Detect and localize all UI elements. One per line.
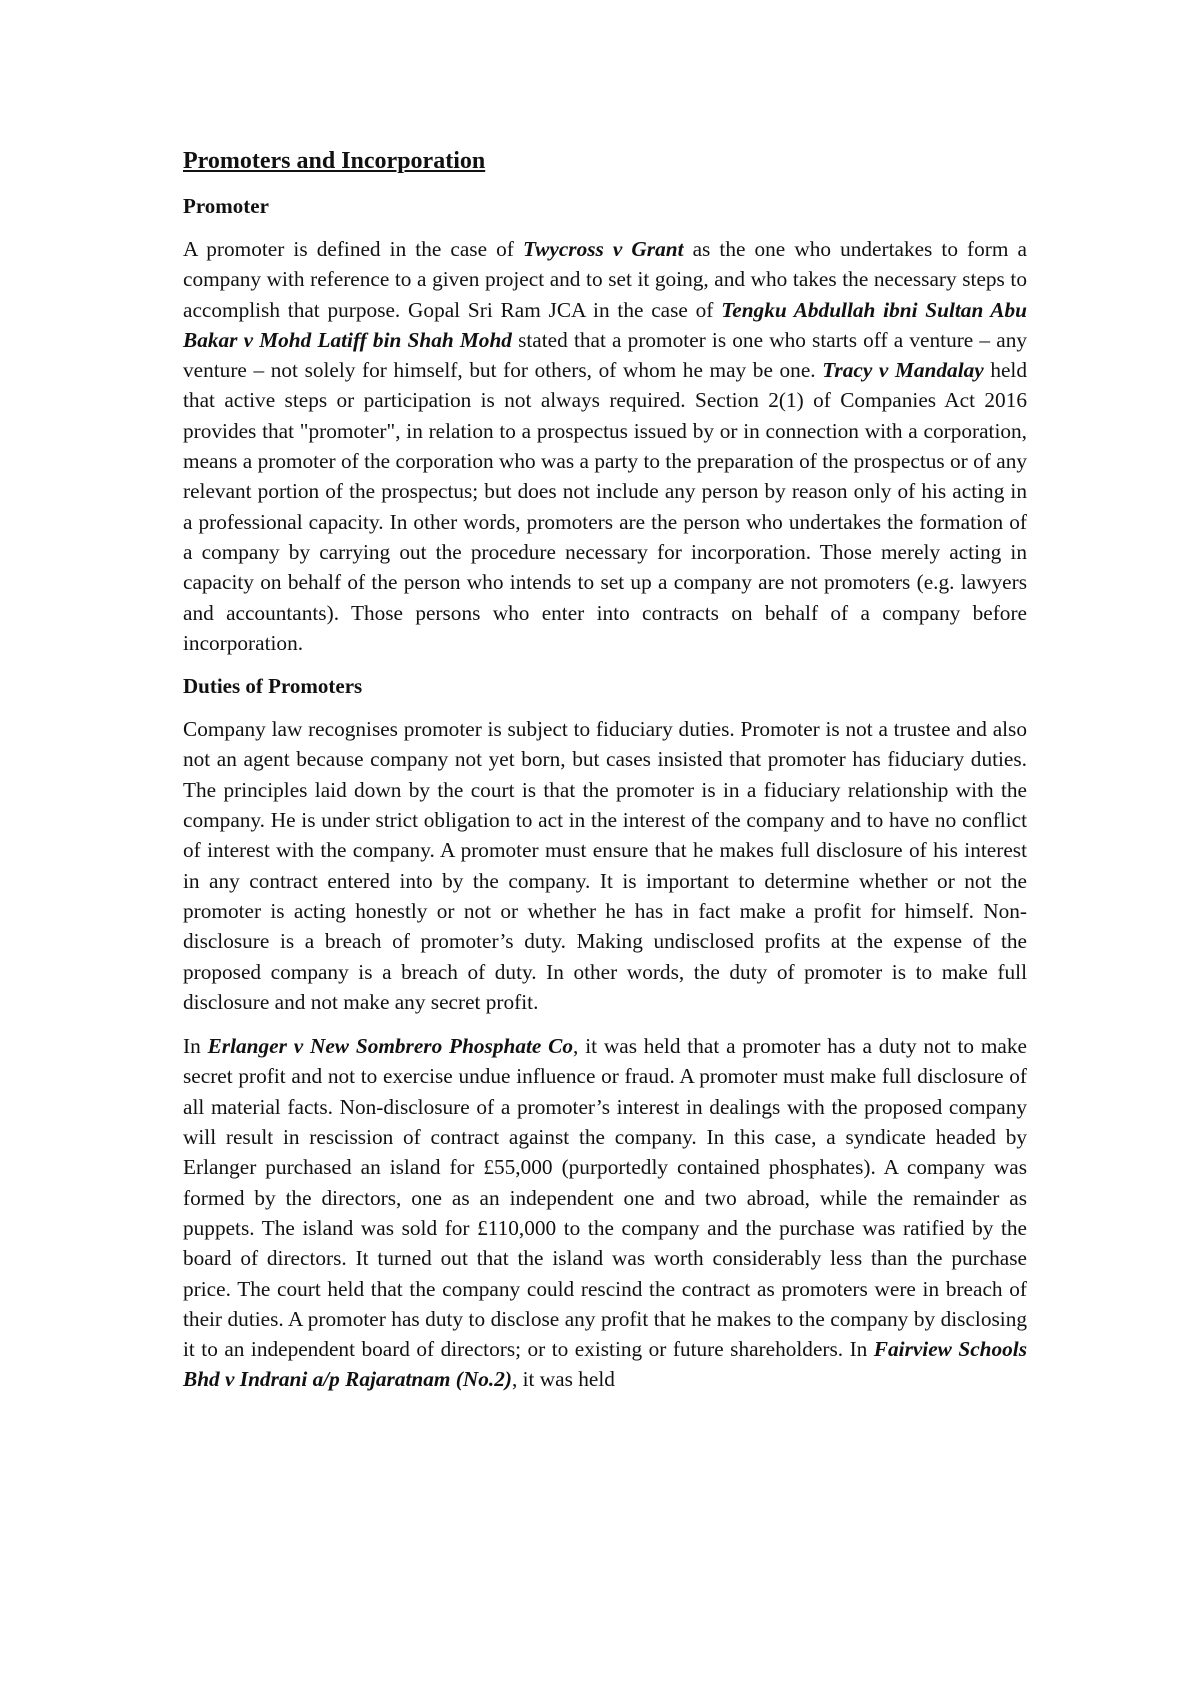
document-page [183,146,1027,1409]
case-citation: Erlanger v New Sombrero Phosphate Co [207,1034,574,1059]
section-heading: Promoter [183,194,269,218]
case-citation: Fairview Schools Bhd v Indrani a/p Rajaratnam (No.2) [183,1337,1027,1392]
case-citation: Tracy v Mandalay [822,358,984,383]
paragraph-text: In [183,1034,208,1059]
paragraph-text: held that active steps or participation is not always required. Section 2(1) of Companies Act 2016 provides that "promoter", in relation to a prospectus issued by or in connection with a corporation, means a promoter of the corporation who was a party to the preparation of the prospectus or of any relevant portion of the prospectus; but does not include any person by reason only of his acting in a professional capacity. In other words, promoters are the person who undertakes the formation of a company by carrying out the procedure necessary for incorporation. Those merely acting in capacity on behalf of the person who intends to set up a company are not promoters (e.g. lawyers and accountants). Those persons who enter into contracts on behalf of a company before incorporation. [183,358,1028,655]
paragraph-text: , it was held [511,1367,615,1392]
paragraph-text: , it was held that a promoter has a duty not to make secret profit and not to exercise undue influence or fraud. A promoter must make full disclosure of all material facts. Non-disclosure of a promoter’s interest in dealings with the proposed company will result in rescission of contract against the company. In this case, a syndicate headed by Erlanger purchased an island for £55,000 (purportedly contained phosphates). A company was formed by the directors, one as an independent one and two abroad, while the remainder as puppets. The island was sold for £110,000 to the company and the purchase was ratified by the board of directors. It turned out that the island was worth considerably less than the purchase price. The court held that the company could rescind the contract as promoters were in breach of their duties. A promoter has duty to disclose any profit that he makes to the company by disclosing it to an independent board of directors; or to existing or future shareholders. In [183,1034,1027,1362]
paragraph-text: Company law recognises promoter is subject to fiduciary duties. Promoter is not a trustee and also not an agent because company not yet born, but cases insisted that promoter has fiduciary duties. The principles laid down by the court is that the promoter is in a fiduciary relationship with the company. He is under strict obligation to act in the interest of the company and to have no conflict of interest with the company. A promoter must ensure that he makes full disclosure of his interest in any contract entered into by the company. It is important to determine whether or not the promoter is acting honestly or not or whether he has in fact make a profit for himself. Non-disclosure is a breach of promoter’s duty. Making undisclosed profits at the expense of the proposed company is a breach of duty. In other words, the duty of promoter is to make full disclosure and not make any secret profit. [183,717,1027,1014]
body-paragraph [183,714,1027,1017]
document-body [183,192,1027,1395]
section-heading: Duties of Promoters [183,674,363,699]
case-citation: Tengku Abdullah ibni Sultan Abu Bakar v Mohd Latiff bin Shah Mohd [183,297,1027,352]
body-paragraph [183,1031,1027,1395]
paragraph-text: as the one who undertakes to form a company with reference to a given project and to set it going, and who takes the necessary steps to accomplish that purpose. Gopal Sri Ram JCA in the case of [183,237,1027,322]
paragraph-text: stated that a promoter is one who starts off a venture – any venture – not solely for himself, but for others, of whom he may be one. [183,327,1027,383]
body-paragraph [183,234,1027,658]
case-citation: Twycross v Grant [522,237,684,261]
document-title: Promoters and Incorporation [183,148,486,174]
paragraph-text: A promoter is defined in the case of [183,237,523,261]
